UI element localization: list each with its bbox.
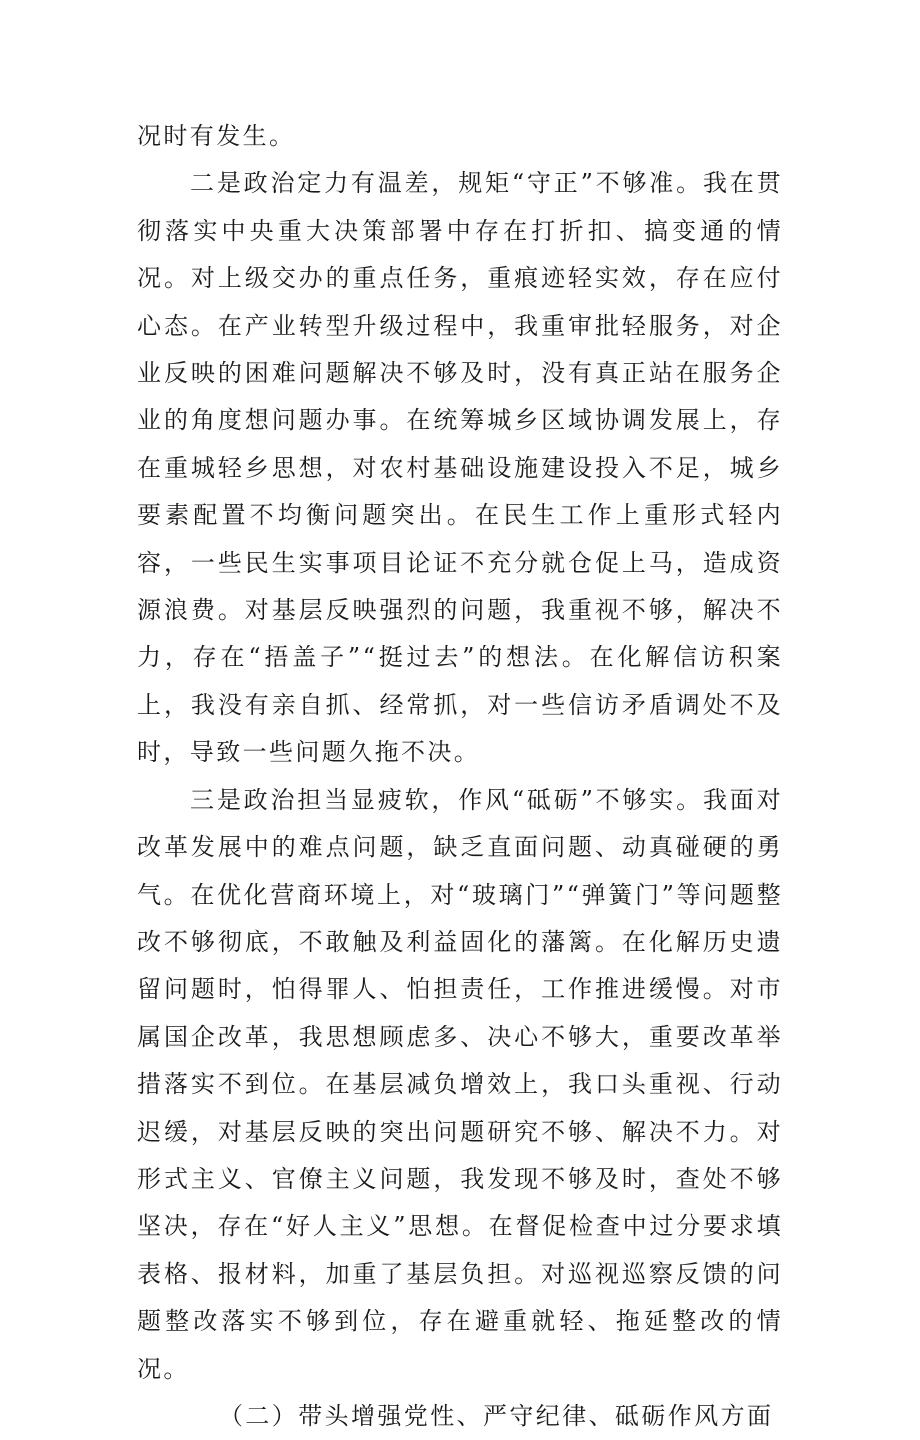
continuation-text: 况时有发生。 [137,122,296,150]
document-body [137,113,783,1440]
paragraph-political-stability: 二是政治定力有温差，规矩“守正”不够准。我在贯彻落实中央重大决策部署中存在打折扣、搞变通的情况。对上级交办的重点任务，重痕迹轻实效，存在应付心态。在产业转型升级过程中，我重审批轻服务，对企业反映的困难问题解决不够及时，没有真正站在服务企业的角度想问题办事。在统筹城乡区域协调发展上，存在重城轻乡思想，对农村基础设施建设投入不足，城乡要素配置不均衡问题突出。在民生工作上重形式轻内容，一些民生实事项目论证不充分就仓促上马，造成资源浪费。对基层反映强烈的问题，我重视不够，解决不力，存在“捂盖子”“挺过去”的想法。在化解信访积案上，我没有亲自抓、经常抓，对一些信访矛盾调处不及时，导致一些问题久拖不决。 [137,169,783,767]
section-heading: （二）带头增强党性、严守纪律、砥砺作风方面 [219,1401,774,1430]
paragraph-political-responsibility: 三是政治担当显疲软，作风“砥砺”不够实。我面对改革发展中的难点问题，缺乏直面问题、动真碰硬的勇气。在优化营商环境上，对“玻璃门”“弹簧门”等问题整改不够彻底，不敢触及利益固化的藩篱。在化解历史遗留问题时，怕得罪人、怕担责任，工作推进缓慢。对市属国企改革，我思想顾虑多、决心不够大，重要改革举措落实不到位。在基层减负增效上，我口头重视、行动迟缓，对基层反映的突出问题研究不够、解决不力。对形式主义、官僚主义问题，我发现不够及时，查处不够坚决，存在“好人主义”思想。在督促检查中过分要求填表格、报材料，加重了基层负担。对巡视巡察反馈的问题整改落实不够到位，存在避重就轻、拖延整改的情况。 [137,785,783,1383]
